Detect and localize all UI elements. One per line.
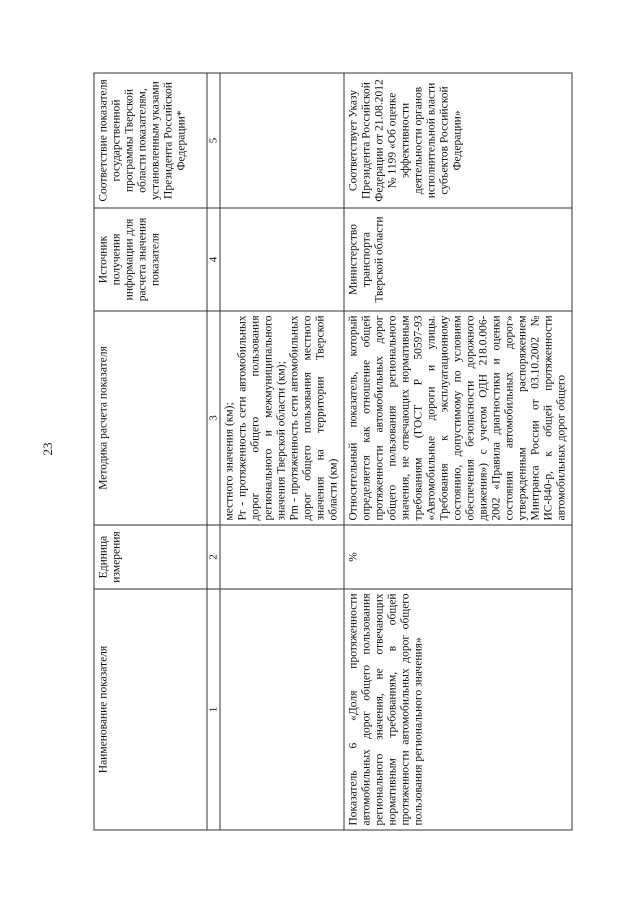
column-number: 5 [207, 73, 220, 208]
unit-cell [220, 525, 344, 589]
source-cell: Министерство транспорта Тверской области [344, 208, 572, 311]
compliance-cell: Соответствует Указу Президента Российской Федерации от 21.08.2012 № 1199 «Об оценке эффективности деятельности органов исполнительной власти субъектов Российской Федерации» [344, 73, 572, 208]
table-row [344, 73, 572, 830]
unit-cell: % [344, 525, 572, 589]
method-line: местного значения (км); [223, 402, 236, 521]
header-indicator-name: Наименование показателя [94, 589, 207, 830]
indicator-table [94, 73, 573, 831]
page-number: 23 [40, 442, 55, 456]
indicator-name-cell [220, 589, 344, 830]
column-number: 4 [207, 208, 220, 311]
header-compliance: Соответствие показателя государственной программы Тверской области показателям, установленным указами Президента Российской Федерации* [94, 73, 207, 208]
column-number: 3 [207, 311, 220, 525]
source-cell [220, 208, 344, 311]
compliance-cell [220, 73, 344, 208]
table-row [220, 73, 344, 830]
header-method: Методика расчета показателя [94, 311, 207, 525]
header-row [94, 73, 207, 830]
column-number: 2 [207, 525, 220, 589]
column-number: 1 [207, 589, 220, 830]
method-cell: Относительный показатель, который определяется как отношение общей протяженности автомобильных дорог общего пользования регионального значения, не отвечающих нормативным требованиям (ГОСТ Р 50597-93 «Автомобильные дороги и улицы. Требования к эксплуатационному состоянию, допустимому по условиям обеспечения безопасности дорожного движения») с учетом ОДН 218.0.006-2002 «Правила диагностики и оценки состояния автомобильных дорог» утвержденным распоряжением Минтранса России от 03.10.2002 № ИС-840-р, к общей протяженности автомобильных дорог общего [344, 311, 572, 525]
header-unit: Единица измерения [94, 525, 207, 589]
column-number-row [207, 73, 220, 830]
indicator-name-cell: Показатель 6 «Доля протяженности автомобильных дорог общего пользования регионального значения, не отвечающих нормативным требованиям, в общей протяженности автомобильных дорог общего пользования регионального значения» [344, 589, 572, 830]
method-cell [220, 311, 344, 525]
header-source: Источник получения информации для расчета значения показателя [94, 208, 207, 311]
rotated-table-page [94, 74, 568, 831]
method-line: Рr - протяженность сети автомобильных дорог общего пользования регионального и межмуниципального значения Тверской области (км); [236, 315, 288, 521]
method-line: Рm - протяженность сети автомобильных дорог общего пользования местного значения на территории Тверской области (км) [288, 315, 340, 521]
